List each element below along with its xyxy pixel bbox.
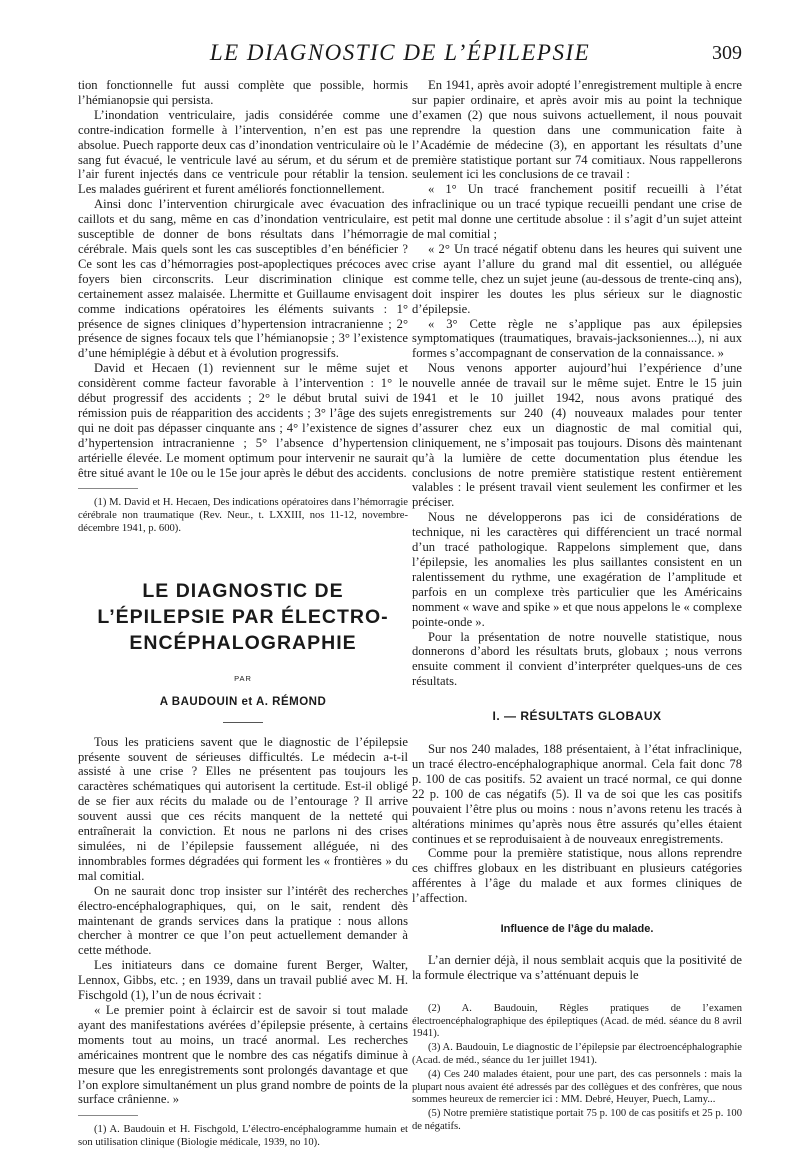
article-title-line: L’ÉPILEPSIE PAR ÉLECTRO- — [97, 605, 389, 628]
footnote: (3) A. Baudouin, Le diagnostic de l’épilepsie par électroencéphalographie (Acad. de méd., séance du 1er juillet 1941). — [412, 1042, 742, 1066]
spacer — [412, 983, 742, 1003]
paragraph: On ne saurait donc trop insister sur l’intérêt des recherches électro-encéphalographiques, qui, on le sait, rendent dès maintenant de grands services dans la pratique : nous allons chercher à montrer ce que l’on peut actuellement demander à cette méthode. — [78, 883, 408, 958]
article-title-line: ENCÉPHALOGRAPHIE — [129, 631, 357, 654]
paragraph: Sur nos 240 malades, 188 présentaient, à l’état infraclinique, un tracé électro-encéphalographique anormal. Cela fait donc 78 p. 100 de cas positifs. 52 avaient un tracé normal, ce qui donne 22 p. 100 de cas négatifs (5). Il va de soi que les cas positifs pouvaient l’être plus ou moins : nous n’avons retenu les tracés à altérations minimes qu’après nous être assurés qu’elles étaient continues et se reproduisaient à de nouveaux enregistrements. — [412, 742, 742, 846]
section-heading: I. — RÉSULTATS GLOBAUX — [492, 709, 662, 724]
paragraph: L’inondation ventriculaire, jadis considérée comme une contre-indication formelle à l’intervention, n’en est pas une absolue. Puech rapporte deux cas d’inondation ventriculaire où le sang fut évacué, le ventricule lavé au sérum, et du sérum et de l’air furent injectés dans ce ventricule pour rétablir la tension. Les malades guérirent et furent améliorés fonctionnellement. — [78, 107, 408, 197]
footnote: (4) Ces 240 malades étaient, pour une part, des cas personnels : mais la plupart nous avaient été adressés par des collègues et des confrères, que nous sommes heureux de remercier ici : MM. Debré, Heuyer, Puech, Lamy... — [412, 1068, 742, 1106]
footnote: (2) A. Baudouin, Règles pratiques de l’examen électroencéphalographique des épileptiques (Acad. de méd. séance du 8 avril 1941). — [412, 1002, 742, 1040]
paragraph: tion fonctionnelle fut aussi complète que possible, hormis l’hémianopsie qui persista. — [78, 78, 408, 107]
paragraph: Comme pour la première statistique, nous allons reprendre ces chiffres globaux en les distribuant en plusieurs catégories afférentes à l’âge du malade et aux formes cliniques de l’affection. — [412, 846, 742, 906]
running-title: LE DIAGNOSTIC DE L’ÉPILEPSIE — [209, 40, 591, 65]
footnote-rule — [78, 488, 138, 489]
footnote: (1) A. Baudouin et H. Fischgold, L’électro-encéphalogramme humain et son utilisation clinique (Biologie médicale, 1939, no 10). — [78, 1124, 408, 1149]
paragraph: « Le premier point à éclaircir est de savoir si tout malade ayant des manifestations avérées d’épilepsie présente, à certains moments tout au moins, un tracé anormal. Les recherches américaines montrent que le nombre des cas négatifs diminue à mesure que les enregistrements sont prolongés davantage et que l’on explore simultanément un plus grand nombre de points de la surface crânienne. » — [78, 1002, 408, 1107]
left-column — [78, 78, 408, 1150]
paragraph: Pour la présentation de notre nouvelle statistique, nous donnerons d’abord les résultats bruts, globaux ; nous verrons ensuite comment il convient d’interpréter quelques-uns de ces résultats. — [412, 629, 742, 689]
paragraph: « 1° Un tracé franchement positif recueilli à l’état infraclinique ou un tracé typique recueilli pendant une crise de petit mal donne une certitude absolue : il s’agit d’un sujet atteint de mal comitial ; — [412, 182, 742, 242]
paragraph: Les initiateurs dans ce domaine furent Berger, Walter, Lennox, Gibbs, etc. ; en 1939, dans un travail publié avec M. H. Fischgold (1), l’un de nous écrivait : — [78, 958, 408, 1003]
paragraph: « 2° Un tracé négatif obtenu dans les heures qui suivent une crise ayant l’allure du grand mal dit essentiel, ou alléguée comme telle, chez un sujet jeune (au-dessous de trente-cinq ans), doit inspirer les doutes les plus sérieux sur le diagnostic d’épilepsie. — [412, 241, 742, 316]
authors: A BAUDOUIN et A. RÉMOND — [159, 695, 327, 708]
by-word: PAR — [234, 673, 252, 683]
paragraph: En 1941, après avoir adopté l’enregistrement multiple à encre sur papier ordinaire, et après avoir mis au point la technique d’examen (2) que nous suivons actuellement, il nous pouvait reprendre la question dans une communication faite à l’Académie de médecine (3), en apportant les résultats d’une première statistique portant sur 74 comitiaux. Nous rappellerons seulement ici les conclusions de ce travail : — [412, 78, 742, 182]
footnote: (5) Notre première statistique portait 75 p. 100 de cas positifs et 25 p. 100 de négatifs. — [412, 1108, 742, 1132]
title-rule — [223, 722, 263, 723]
paragraph: L’an dernier déjà, il nous semblait acquis que la positivité de la formule électrique va s’atténuant depuis le — [412, 952, 742, 982]
footnote: (1) M. David et H. Hecaen, Des indications opératoires dans l’hémorragie cérébrale non traumatique (Rev. Neur., t. LXXIII, nos 11-12, novembre-décembre 1941, p. 600). — [78, 497, 408, 535]
paragraph: Nous venons apporter aujourd’hui l’expérience d’une nouvelle année de travail sur le même sujet. Entre le 15 juin 1941 et le 10 juillet 1942, nous avons pratiqué des enregistrements sur 240 (4) nouveaux malades pour tenter d’assurer chez eux un diagnostic de mal comitial qui, cliniquement, ne s’imposait pas toujours. Disons dès maintenant qu’à la lumière de cette documentation plus étendue les conclusions de notre première statistique restent entièrement valables : le présent travail vient seulement les confirmer et les préciser. — [412, 361, 742, 510]
paragraph: « 3° Cette règle ne s’applique pas aux épilepsies symptomatiques (traumatiques, bravais-jacksoniennes...), ni aux formes s’accompagnant de conservation de la connaissance. » — [412, 316, 742, 361]
running-head — [0, 40, 800, 70]
article-title — [78, 578, 408, 656]
paragraph: Ainsi donc l’intervention chirurgicale avec évacuation des caillots et du sang, même en cas d’inondation ventriculaire, est susceptible de donner de bons résultats dans l’hémorragie cérébrale. Mais quels sont les cas susceptibles d’en bénéficier ? Ce sont les cas d’hémorragies post-apoplectiques précoces avec foyers bien circonscrits. Leur discrimination clinique est certainement assez malaisée. Lhermitte et Guillaume envisagent comme indications opératoires les éléments suivants : 1° présence de signes cliniques d’hypertension intracranienne ; 2° présence de signes focaux tels que l’hémianopsie ; 3° l’existence d’une hémiplégie à début et à évolution progressifs. — [78, 197, 408, 361]
paragraph: David et Hecaen (1) reviennent sur le même sujet et considèrent comme facteur favorable à l’intervention : 1° le début progressif des accidents ; 2° le début brutal suivi de rémission puis de réapparition des accidents ; 3° l’âge des sujets qui ne doit pas dépasser cinquante ans ; 4° l’existence de signes d’hypertension intracranienne ; 5° l’absence d’hypertension artérielle élevée. Le moment optimum pour intervenir ne saurait être situé avant le 10e ou le 15e jour après le début des accidents. — [78, 361, 408, 480]
subsection-heading: Influence de l’âge du malade. — [500, 923, 654, 936]
paragraph: Tous les praticiens savent que le diagnostic de l’épilepsie présente souvent de sérieuses difficultés. Le médecin a-t-il assisté à une crise ? Elles ne présentent pas toujours les caractères schématiques qui autorisent la certitude. Est-il obligé de se fier aux récits du malade ou de l’entourage ? Il arrive souvent aussi que ces récits manquent de la netteté qui entraînerait la conviction. Et nous ne parlons ni des crises simulées, ni de l’épilepsie faussement alléguée, ni des innombrables formes dégradées qui forment les « frontières » du mal comitial. — [78, 734, 408, 883]
article-title-line: LE DIAGNOSTIC DE — [142, 579, 344, 602]
footnote-rule — [78, 1115, 138, 1116]
right-column — [412, 78, 742, 1134]
paragraph: Nous ne développerons pas ici de considérations de technique, ni les caractères qui différencient un tracé normal d’un tracé pathologique. Rappelons simplement que, dans l’épilepsie, les anomalies les plus saillantes consistent en un ralentissement du rythme, une exagération de l’amplitude et parfois en un complexe très particulier que les Américains nomment « wave and spike » et que nous appelons le « complexe pointe-onde ». — [412, 510, 742, 629]
page-number: 309 — [712, 42, 742, 64]
